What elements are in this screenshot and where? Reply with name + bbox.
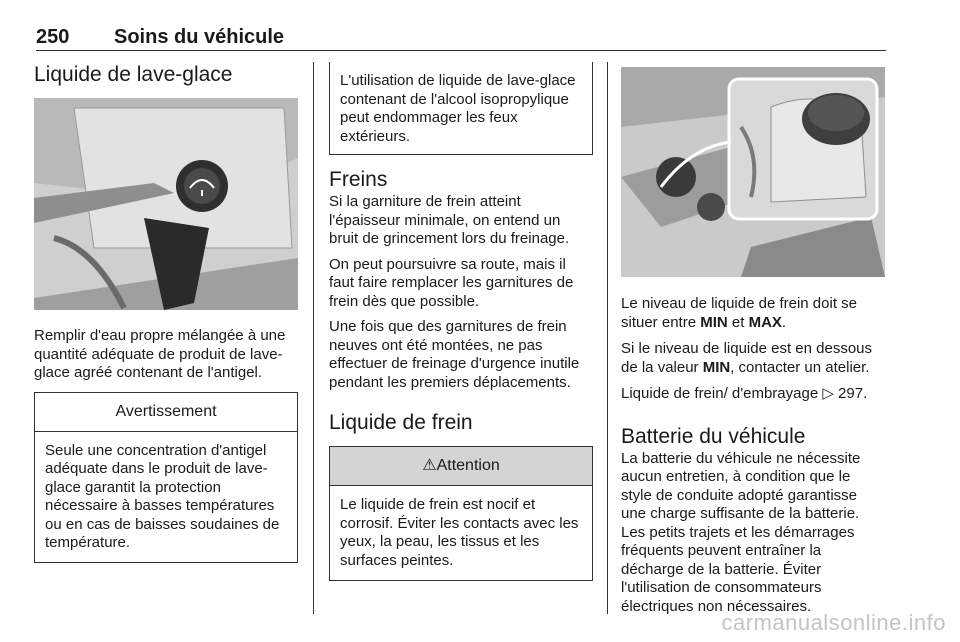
warning-triangle-icon: ⚠ (422, 457, 437, 474)
cross-reference[interactable]: Liquide de frein/ d'embrayage ▷ 297. (621, 385, 868, 402)
warning-body: Seule une concentration d'antigel adéquate dans le produit de lave-glace garantit la protection nécessaire à basses températures ou en cas de baisses soudaines de température. (45, 441, 280, 551)
page-ref-arrow-icon: ▷ (822, 385, 834, 402)
level-range-text: Le niveau de liquide de frein doit se situer entre MIN et MAX. (621, 295, 858, 331)
brakes-heading: Freins (329, 168, 388, 191)
brake-fluid-reservoir-photo (621, 67, 885, 277)
max-mark: MAX (748, 313, 782, 331)
brakes-paragraph: Si la garniture de frein atteint l'épaisseur minimale, on entend un bruit de grincement lors du freinage. (329, 193, 570, 247)
column-divider (313, 62, 314, 614)
min-mark: MIN (702, 358, 731, 376)
page-number: 250 (36, 26, 70, 48)
section-title: Soins du véhicule (114, 26, 285, 48)
battery-paragraph: La batterie du véhicule ne nécessite aucun entretien, à condition que le style de conduite adopté garantisse une charge suffisante de la batterie. Les petits trajets et les démarrages fréquents peuvent entraîner la décharge de la batterie. Éviter l'utilisation de consommateurs électriques non nécessaires. (621, 449, 861, 615)
page-header (36, 26, 886, 51)
below-min-text: Si le niveau de liquide est en dessous de la valeur MIN, contacter un atelier. (621, 340, 873, 376)
battery-heading: Batterie du véhicule (621, 424, 806, 448)
brakes-paragraph: On peut poursuivre sa route, mais il faut faire remplacer les garnitures de frein dès que possible. (329, 255, 574, 310)
column-divider (607, 62, 608, 614)
washer-fluid-heading: Liquide de lave-glace (34, 63, 233, 86)
column-washer-fluid (34, 62, 298, 563)
washer-reservoir-photo (34, 98, 298, 310)
brakes-paragraph: Une fois que des garnitures de frein neuves ont été montées, ne pas effectuer de freinage d'urgence inutile pendant les premiers déplacements. (329, 318, 580, 391)
warning-title: Avertissement (35, 392, 297, 432)
column-brakes (329, 62, 593, 581)
watermark: carmanualsonline.info (721, 610, 946, 635)
note-box (329, 62, 593, 155)
min-mark: MIN (700, 313, 728, 331)
attention-body: Le liquide de frein est nocif et corrosif. Éviter les contacts avec les yeux, la peau, les tissus et les surfaces peintes. (340, 496, 579, 569)
column-brake-fluid-battery (621, 62, 885, 616)
brake-fluid-heading: Liquide de frein (329, 411, 473, 434)
note-body: L'utilisation de liquide de lave-glace contenant de l'alcool isopropylique peut endommager les feux extérieurs. (340, 72, 576, 145)
warning-box (34, 392, 298, 563)
attention-header (330, 446, 592, 486)
attention-box (329, 446, 593, 581)
washer-fluid-intro: Remplir d'eau propre mélangée à une quantité adéquate de produit de lave-glace agréé contenant de l'antigel. (34, 327, 286, 381)
attention-title: Attention (436, 457, 500, 474)
page-ref-number[interactable]: 297 (838, 385, 864, 402)
